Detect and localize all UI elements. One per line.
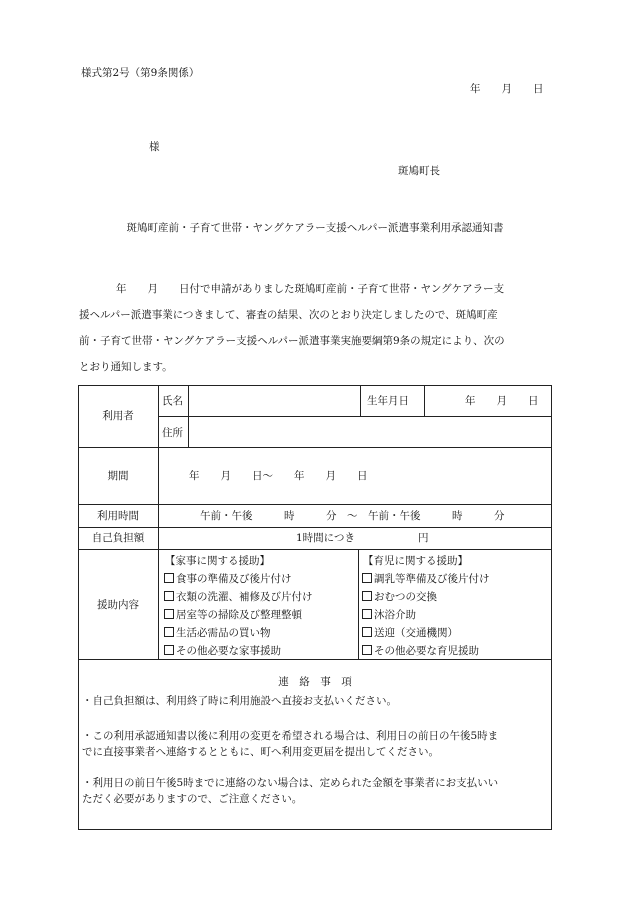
birth-date-label: 生年月日 (367, 395, 409, 407)
checkbox-icon[interactable] (164, 609, 174, 619)
self-payment-value: 1時間につき 円 (296, 532, 429, 544)
housework-item: その他必要な家事援助 (164, 644, 281, 658)
checkbox-icon[interactable] (362, 627, 372, 637)
childcare-item: その他必要な育児援助 (362, 644, 479, 658)
note-item: ・この利用承認通知書以後に利用の変更を希望される場合は、利用日の前日の午後5時ま (82, 730, 499, 742)
usage-time-label: 利用時間 (97, 510, 139, 522)
name-label: 氏名 (162, 395, 183, 407)
address-label: 住所 (162, 427, 183, 439)
housework-heading: 【家事に関する援助】 (165, 555, 270, 567)
usage-time-value: 午前・午後 時 分 ～ 午前・午後 時 分 (200, 510, 505, 522)
checkbox-icon[interactable] (164, 645, 174, 655)
housework-item: 生活必需品の買い物 (164, 626, 271, 640)
body-line-3: 前・子育て世帯・ヤングケアラー支援ヘルパー派遣事業実施要綱第9条の規定により、次の (79, 335, 505, 347)
body-line-4: とおり通知します。 (79, 361, 173, 373)
checkbox-icon[interactable] (362, 573, 372, 583)
childcare-heading: 【育児に関する援助】 (363, 555, 468, 567)
support-content-label: 援助内容 (97, 599, 139, 611)
body-line-1: 年 月 日付で申請がありました斑鳩町産前・子育て世帯・ヤングケアラー支 (116, 283, 505, 295)
checkbox-icon[interactable] (164, 627, 174, 637)
note-item: ・利用日の前日午後5時までに連絡のない場合は、定められた金額を事業者にお支払いい (82, 777, 499, 789)
note-item-continued: でに直接事業者へ連絡するとともに、町へ利用変更届を提出してください。 (82, 746, 439, 758)
user-label: 利用者 (102, 410, 134, 422)
issuer-name: 斑鳩町長 (398, 165, 440, 177)
document-title: 斑鳩町産前・子育て世帯・ヤングケアラー支援ヘルパー派遣事業利用承認通知書 (126, 222, 504, 234)
housework-item: 居室等の掃除及び整理整頓 (164, 608, 302, 622)
checkbox-icon[interactable] (362, 591, 372, 601)
issue-date: 年 月 日 (470, 83, 544, 95)
housework-item: 衣類の洗濯、補修及び片付け (164, 590, 313, 604)
period-label: 期間 (107, 470, 129, 482)
childcare-item: 沐浴介助 (362, 608, 416, 622)
birth-date-value: 年 月 日 (465, 395, 539, 407)
childcare-item: 送迎（交通機関） (362, 626, 458, 640)
self-payment-label: 自己負担額 (91, 532, 145, 544)
addressee-suffix: 様 (149, 141, 160, 153)
checkbox-icon[interactable] (362, 609, 372, 619)
checkbox-icon[interactable] (164, 591, 174, 601)
note-item: ・自己負担額は、利用終了時に利用施設へ直接お支払いください。 (82, 695, 397, 707)
childcare-item: 調乳等準備及び後片付け (362, 572, 490, 586)
period-value: 年 月 日～ 年 月 日 (189, 470, 368, 482)
checkbox-icon[interactable] (362, 645, 372, 655)
body-line-2: 援ヘルパー派遣事業につきまして、審査の結果、次のとおり決定しましたので、斑鳩町産 (79, 309, 498, 321)
notes-heading: 連 絡 事 項 (278, 676, 352, 688)
checkbox-icon[interactable] (164, 573, 174, 583)
housework-item: 食事の準備及び後片付け (164, 572, 292, 586)
note-item-continued: ただく必要がありますので、ご注意ください。 (82, 793, 303, 805)
form-number: 様式第2号（第9条関係） (81, 67, 200, 79)
childcare-item: おむつの交換 (362, 590, 437, 604)
